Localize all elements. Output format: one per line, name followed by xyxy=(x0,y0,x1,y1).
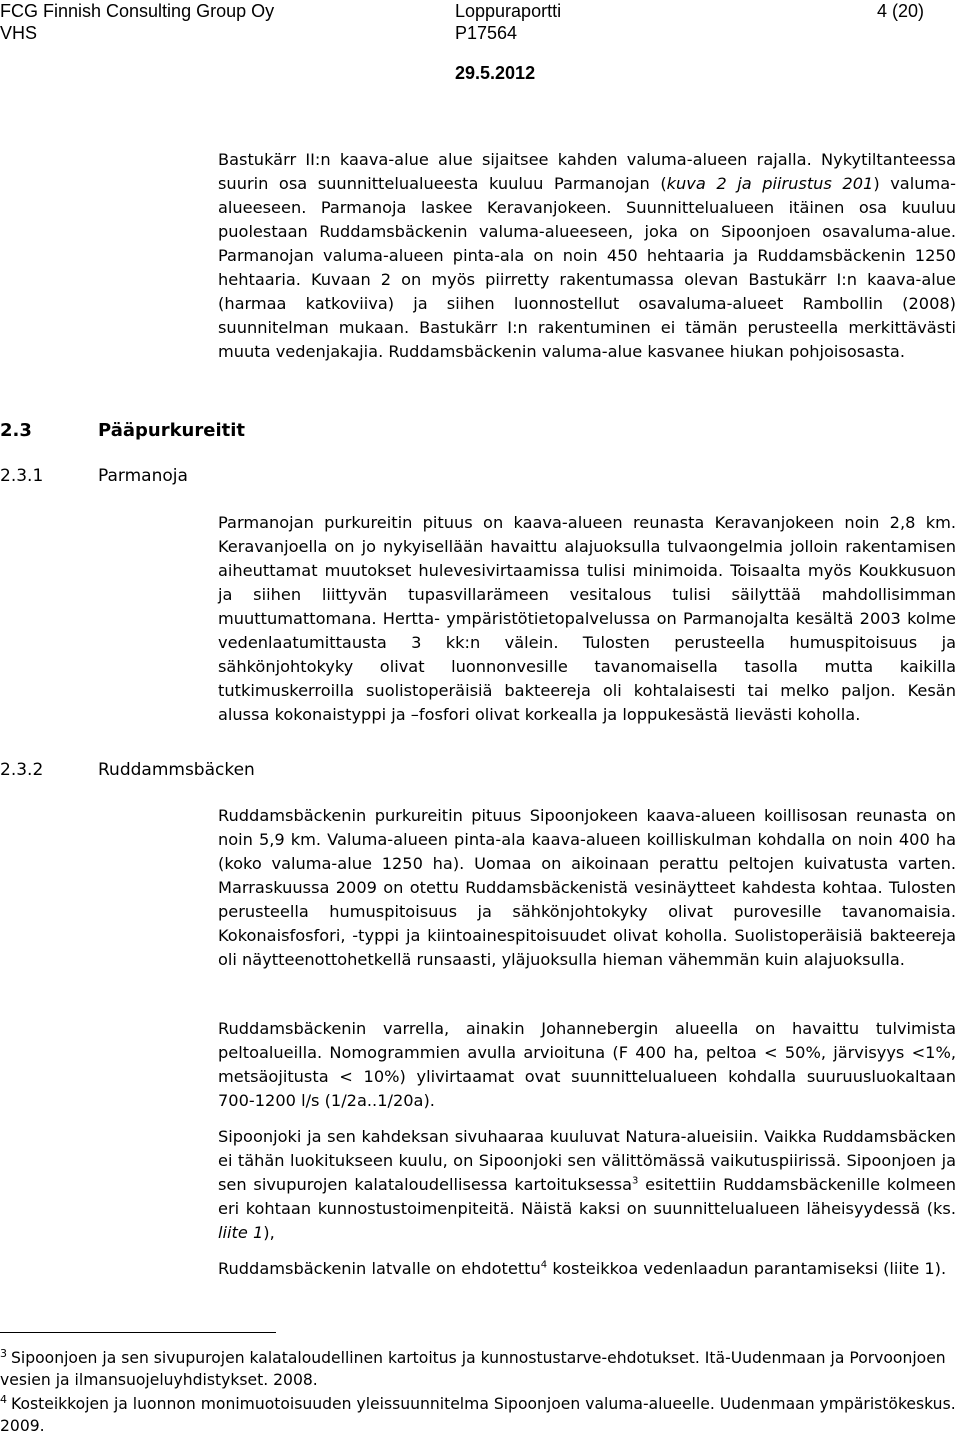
header-date: 29.5.2012 xyxy=(455,63,536,83)
ruddamsbacken-paragraph-2: Ruddamsbäckenin varrella, ainakin Johannebergin alueella on havaittu tulvimista peltoalueilla. Nomogrammien avulla arvioituna (F 400 ha, peltoa < 50%, järvisyys <1%, metsäojitusta < 10%) ylivirtaamat ovat suunnittelualueen kohdalla suuruusluokaltaan 700-1200 l/s (1/2a..1/20a). xyxy=(218,1019,956,1110)
header-unit: VHS xyxy=(0,23,38,43)
header-page-number: 4 (20) xyxy=(877,1,925,21)
subsection-title: Parmanoja xyxy=(98,466,188,486)
subsection-title: Ruddammsbäcken xyxy=(98,760,255,780)
subsection-number: 2.3.1 xyxy=(0,466,44,486)
footnote-3 xyxy=(0,1347,956,1391)
footnote-mark: 4 xyxy=(0,1392,7,1406)
ruddamsbacken-paragraph-3 xyxy=(218,1125,956,1245)
ruddamsbacken-paragraph-1: Ruddamsbäckenin purkureitin pituus Sipoonjokeen kaava-alueen koillisosan reunasta on noin 5,9 km. Valuma-alueen pinta-ala kaava-alueen koilliskulman kohdalla on noin 400 ha (koko valuma-alue 1250 ha). Uomaa on aikoinaan perattu peltojen kuivatusta varten. Marraskuussa 2009 on otettu Ruddamsbäckenistä vesinäytteet kahdesta kohtaa. Tulosten perusteella humuspitoisuus ja sähkönjohtokyky olivat purovesille tavanomaisia. Kokonaisfosfori, -typpi ja kiintoainespitoisuudet olivat koholla. Suolistoperäisiä bakteereja oli näytteenottohetkellä runsaasti, yläjuoksulla hieman vähemmän kuin alajuoksulla. xyxy=(218,806,956,969)
footnote-ref-3: 3 xyxy=(632,1175,639,1187)
ruddamsbacken-paragraph-4 xyxy=(218,1257,956,1281)
header-company: FCG Finnish Consulting Group Oy xyxy=(0,1,275,21)
paragraph-3-text-cont: esitettiin Ruddamsbäckenille kolmeen eri kohtaan kunnostustoimenpiteitä. Näistä kaksi on suunnittelualueen läheisyydessä (ks. xyxy=(218,1175,956,1218)
footnote-text: Sipoonjoen ja sen sivupurojen kalataloudellinen kartoitus ja kunnostustarve-ehdotukset. Itä-Uudenmaan ja Porvoonjoen vesien ja ilmansuojeluyhdistykset. 2008. xyxy=(0,1349,946,1389)
footnote-mark: 3 xyxy=(0,1346,7,1360)
section-number: 2.3 xyxy=(0,420,32,441)
header-project-id: P17564 xyxy=(455,23,518,43)
section-title: Pääpurkureitit xyxy=(98,420,245,441)
intro-figure-reference: kuva 2 ja piirustus 201 xyxy=(666,174,874,193)
footnote-text: Kosteikkojen ja luonnon monimuotoisuuden yleissuunnitelma Sipoonjoen valuma-alueelle. Uudenmaan ympäristökeskus. 2009. xyxy=(0,1395,956,1435)
header-report-type: Loppuraportti xyxy=(455,1,562,21)
paragraph-3-end: ), xyxy=(263,1223,275,1242)
footnote-4 xyxy=(0,1393,956,1437)
appendix-reference: liite 1 xyxy=(218,1223,264,1242)
intro-text-part2: ) valuma-alueeseen. Parmanoja laskee Keravanjokeen. Suunnittelualueen itäinen osa kuuluu puolestaan Ruddamsbäckenin valuma-alueeseen, joka on Sipoonjoen osavaluma-alue. Parmanojan valuma-alueen pinta-ala on noin 450 hehtaaria ja Ruddamsbäckenin 1250 hehtaaria. Kuvaan 2 on myös piirretty rakentumassa olevan Bastukärr I:n kaava-alue (harmaa katkoviiva) ja siihen luonnostellut osavaluma-alueet Rambollin (2008) suunnitelman mukaan. Bastukärr I:n rakentuminen ei tämän perusteella merkittävästi muuta vedenjakajia. Ruddamsbäckenin valuma-alue kasvanee hiukan pohjoisosasta. xyxy=(218,174,956,361)
paragraph-3-text: Sipoonjoki ja sen kahdeksan sivuhaaraa kuuluvat Natura-alueisiin. Vaikka Ruddamsbäcken ei tähän luokitukseen kuulu, on Sipoonjoki sen välittömässä vaikutuspiirissä. Sipoonjoen ja sen sivupurojen kalataloudellisessa kartoituksessa xyxy=(218,1127,956,1194)
footnote-separator xyxy=(0,1332,276,1333)
footnote-ref-4: 4 xyxy=(540,1259,548,1271)
subsection-number: 2.3.2 xyxy=(0,760,44,780)
paragraph-4-text-cont: kosteikkoa vedenlaadun parantamiseksi (liite 1). xyxy=(547,1259,947,1278)
parmanoja-paragraph: Parmanojan purkureitin pituus on kaava-alueen reunasta Keravanjokeen noin 2,8 km. Keravanjoella on jo nykyisellään havaittu alajuoksulla tulvaongelmia jolloin rakentamisen aiheuttamat muutokset hulevesivirtaamissa tulisi minimoida. Toisaalta myös Koukkusuon ja siihen liittyvän tupasvillarämeen vesitalous tulisi säilyttää mahdollisimman muuttumattomana. Hertta- ympäristötietopalvelussa on Parmanojalta kesältä 2003 kolme vedenlaatumittausta 3 kk:n välein. Tulosten perusteella humuspitoisuus ja sähkönjohtokyky olivat luonnonvesille tavanomaisella tasolla mutta kaikilla tutkimuskerroilla suolistoperäisiä bakteereja oli kohtalaisesti tai melko paljon. Kesän alussa kokonaistyppi ja –fosfori olivat korkealla ja loppukesästä lievästi koholla. xyxy=(218,513,956,724)
subsection-heading-ruddammsbacken xyxy=(0,760,255,780)
section-heading xyxy=(0,420,245,441)
subsection-heading-parmanoja xyxy=(0,466,188,486)
paragraph-4-text: Ruddamsbäckenin latvalle on ehdotettu xyxy=(218,1259,541,1278)
intro-text-part1: Bastukärr II:n kaava-alue alue sijaitsee kahden valuma-alueen rajalla. Nykytiltanteessa suurin osa suunnittelualueesta kuuluu Parmanojan ( xyxy=(218,150,956,193)
intro-paragraph xyxy=(218,148,956,364)
